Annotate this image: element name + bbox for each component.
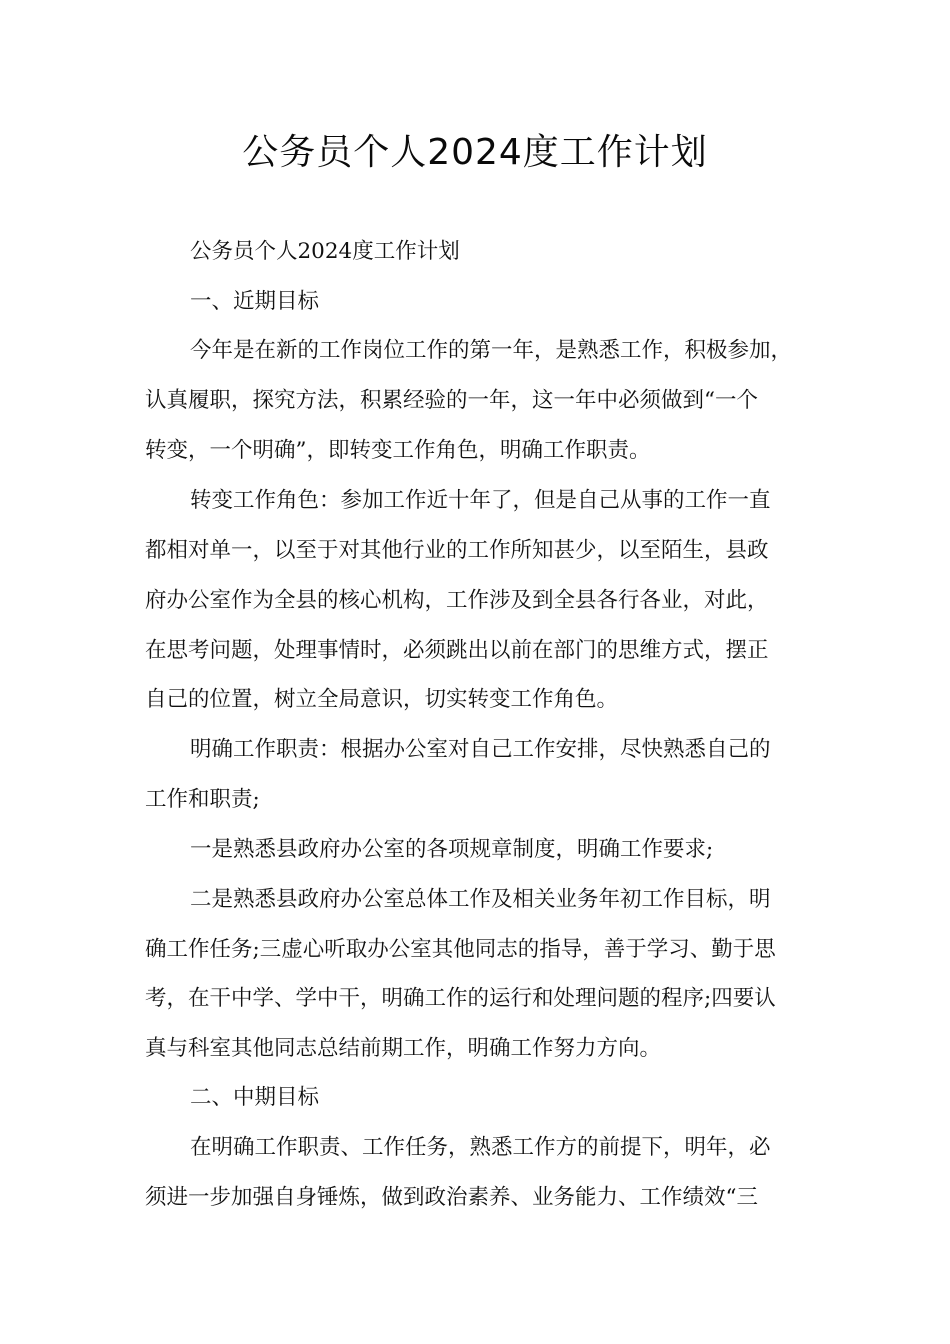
paragraph-line: 确工作任务;三虚心听取办公室其他同志的指导，善于学习、勤于思 [145,937,776,962]
document-title: 公务员个人2024度工作计划 [242,132,708,173]
paragraph-line: 今年是在新的工作岗位工作的第一年，是熟悉工作，积极参加， [190,338,793,363]
paragraph-line: 二是熟悉县政府办公室总体工作及相关业务年初工作目标，明 [190,887,771,912]
paragraph-line: 须进一步加强自身锤炼，做到政治素养、业务能力、工作绩效“三 [145,1185,758,1210]
paragraph-line: 明确工作职责：根据办公室对自己工作安排，尽快熟悉自己的 [190,737,771,762]
section-heading-mid-term: 二、中期目标 [190,1085,320,1110]
paragraph-line: 在明确工作职责、工作任务，熟悉工作方的前提下，明年，必 [190,1135,771,1160]
paragraph-line: 转变，一个明确”，即转变工作角色，明确工作职责。 [145,438,651,463]
paragraph-line: 自己的位置，树立全局意识，切实转变工作角色。 [145,687,619,712]
paragraph-line: 转变工作角色：参加工作近十年了，但是自己从事的工作一直 [190,488,771,513]
paragraph-line: 都相对单一，以至于对其他行业的工作所知甚少，以至陌生，县政 [145,538,769,563]
paragraph-line: 在思考问题，处理事情时，必须跳出以前在部门的思维方式，摆正 [145,638,769,663]
paragraph-line: 一是熟悉县政府办公室的各项规章制度，明确工作要求; [190,837,714,862]
paragraph-line: 工作和职责; [145,787,260,812]
paragraph-line: 考，在干中学、学中干，明确工作的运行和处理问题的程序;四要认 [145,986,776,1011]
subtitle-line: 公务员个人2024度工作计划 [190,239,460,264]
paragraph-line: 认真履职，探究方法，积累经验的一年，这一年中必须做到“一个 [145,388,758,413]
paragraph-line: 真与科室其他同志总结前期工作，明确工作努力方向。 [145,1036,662,1061]
paragraph-line: 府办公室作为全县的核心机构，工作涉及到全县各行各业，对此， [145,588,769,613]
section-heading-near-term: 一、近期目标 [190,289,320,314]
